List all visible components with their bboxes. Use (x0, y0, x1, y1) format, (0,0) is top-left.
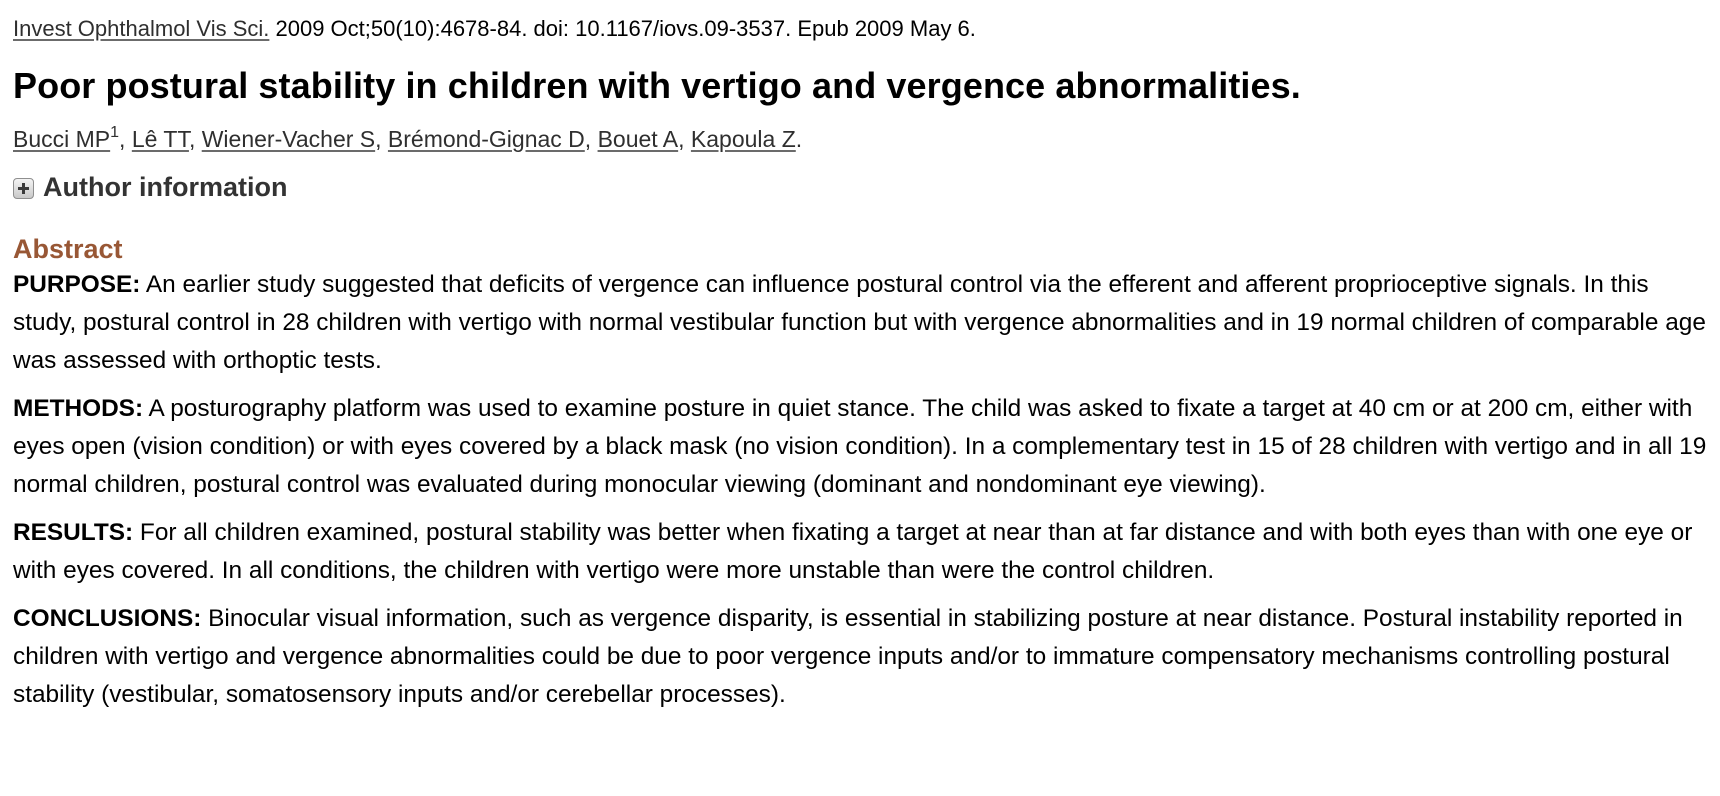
abstract-section-results (13, 514, 1707, 590)
section-text: An earlier study suggested that deficits of vergence can influence postural control via the efferent and afferent proprioceptive signals. In this study, postural control in 28 children with vertigo with normal vestibular function but with vergence abnormalities and in 19 normal children of comparable age was assessed with orthoptic tests. (13, 271, 1706, 374)
abstract-section-methods (13, 390, 1707, 504)
author-link[interactable]: Bucci MP (13, 126, 111, 152)
abstract-heading: Abstract (13, 234, 123, 264)
section-label: PURPOSE: (13, 271, 141, 298)
author-information-label: Author information (43, 171, 288, 202)
citation-details: 2009 Oct;50(10):4678-84. doi: 10.1167/iovs.09-3537. Epub 2009 May 6. (269, 16, 976, 41)
plus-icon[interactable] (13, 178, 34, 199)
abstract-section-purpose (13, 266, 1707, 380)
section-label: RESULTS: (13, 519, 134, 546)
author-link[interactable]: Kapoula Z (690, 126, 796, 152)
author-link[interactable]: Bouet A (597, 126, 679, 152)
author-link[interactable]: Wiener-Vacher S (201, 126, 376, 152)
author-separator: , (584, 126, 598, 152)
abstract-body (13, 266, 1707, 714)
author-information-toggle[interactable] (13, 170, 1707, 204)
journal-link[interactable]: Invest Ophthalmol Vis Sci. (13, 16, 270, 41)
author-link[interactable]: Lê TT (131, 126, 189, 152)
author-link[interactable]: Brémond-Gignac D (387, 126, 585, 152)
citation-line (13, 14, 1707, 44)
abstract-section-conclusions (13, 600, 1707, 714)
author-list (13, 124, 1707, 154)
author-separator: , (119, 126, 132, 152)
author-list-end: . (795, 126, 803, 152)
article-title: Poor postural stability in children with vertigo and vergence abnormalities. (13, 65, 1301, 106)
author-separator: , (375, 126, 388, 152)
section-label: METHODS: (13, 395, 144, 422)
affiliation-superscript: 1 (110, 124, 120, 141)
section-text: Binocular visual information, such as vergence disparity, is essential in stabilizing posture at near distance. Postural instability reported in children with vertigo and vergence abnormalities could be due to poor vergence inputs and/or to immature compensatory mechanisms controlling postural stability (vestibular, somatosensory inputs and/or cerebellar processes). (13, 605, 1683, 708)
author-separator: , (188, 126, 202, 152)
section-text: For all children examined, postural stability was better when fixating a target at near than at far distance and with both eyes than with one eye or with eyes covered. In all conditions, the children with vertigo were more unstable than were the control children. (13, 519, 1693, 584)
section-text: A posturography platform was used to examine posture in quiet stance. The child was asked to fixate a target at 40 cm or at 200 cm, either with eyes open (vision condition) or with eyes covered by a black mask (no vision condition). In a complementary test in 15 of 28 children with vertigo and in all 19 normal children, postural control was evaluated during monocular viewing (dominant and nondominant eye viewing). (13, 395, 1707, 498)
author-separator: , (678, 126, 691, 152)
section-label: CONCLUSIONS: (13, 605, 202, 632)
